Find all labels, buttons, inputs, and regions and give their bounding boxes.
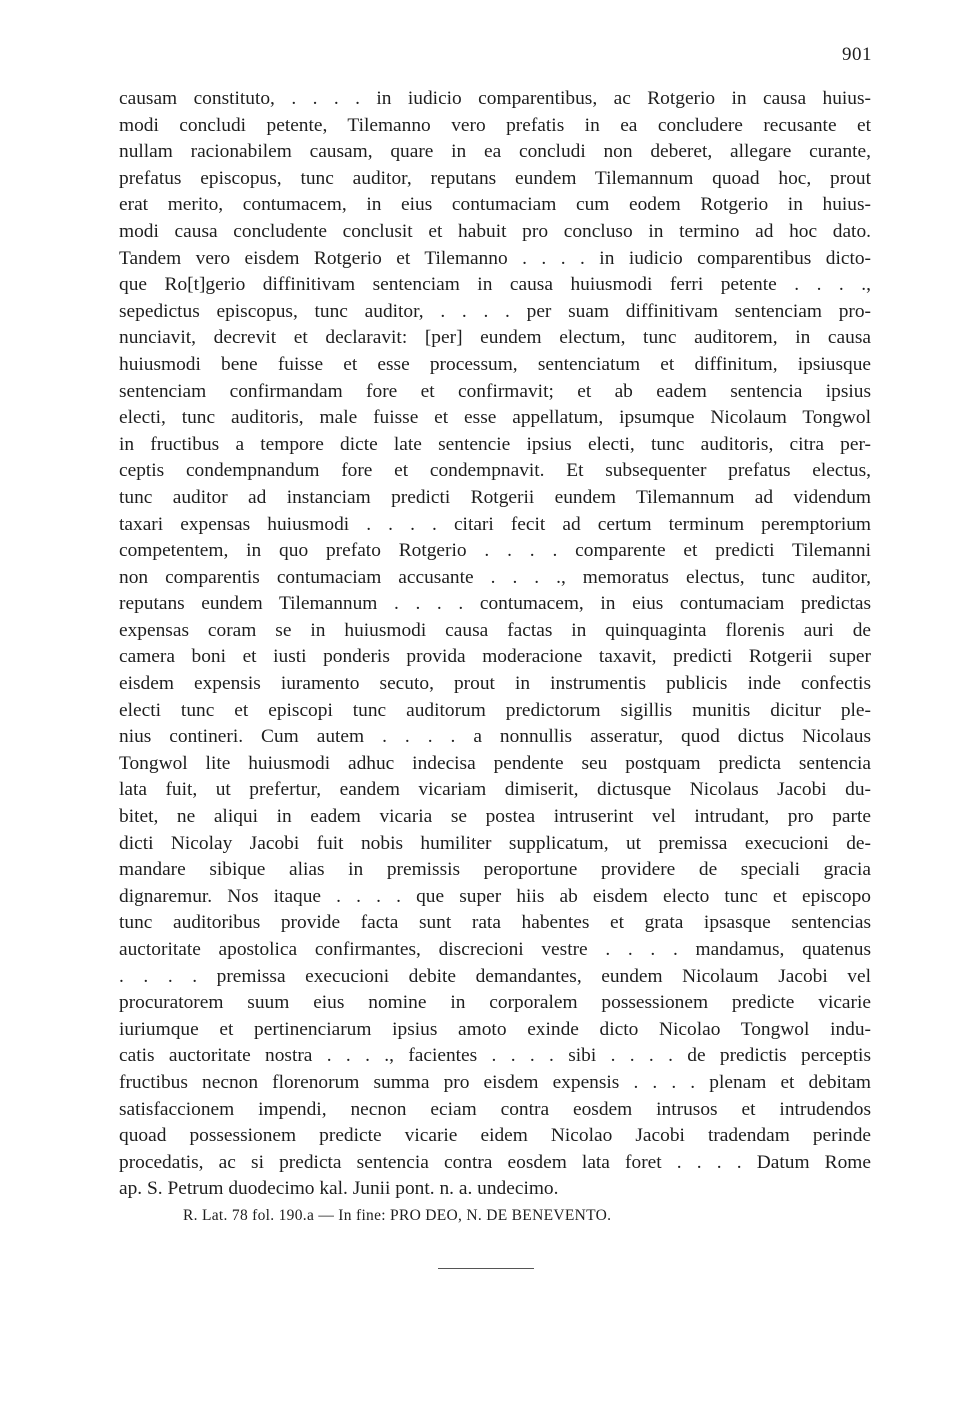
text-line: catis auctoritate nostra . . . ., facientes . . . . sibi . . . . de predictis perceptis — [119, 1045, 871, 1067]
text-line: non comparentis contumaciam accusante . . . ., memoratus electus, tunc auditor, — [119, 566, 871, 588]
text-line: ceptis condempnandum fore et condempnavit. Et subsequenter prefatus electus, — [119, 460, 871, 482]
text-line: modi concludi petente, Tilemanno vero prefatis in ea concludere recusante et — [119, 114, 871, 136]
text-line: sepedictus episcopus, tunc auditor, . . . . per suam diffinitivam sentenciam pro- — [119, 300, 871, 322]
text-line: tunc auditor ad instanciam predicti Rotgerii eundem Tilemannum ad videndum — [119, 486, 871, 508]
text-line: auctoritate apostolica confirmantes, discrecioni vestre . . . . mandamus, quatenus — [119, 939, 871, 960]
text-line: sentenciam confirmandam fore et confirmavit; et ab eadem sentencia ipsius — [119, 380, 871, 402]
text-line: eisdem expensis iuramento secuto, prout in instrumentis publicis inde confectis — [119, 673, 871, 695]
text-line: reputans eundem Tilemannum . . . . contumacem, in eius contumaciam predictas — [119, 593, 871, 615]
text-line: causam constituto, . . . . in iudicio comparentibus, ac Rotgerio in causa huius- — [119, 88, 871, 109]
text-line: quoad possessionem predicte vicarie eidem Nicolao Jacobi tradendam perinde — [119, 1125, 871, 1147]
text-line: Tongwol lite huiusmodi adhuc indecisa pendente seu postquam predicta sentencia — [119, 752, 871, 774]
text-line: satisfaccionem impendi, necnon eciam contra eosdem intrusos et intrudendos — [119, 1098, 871, 1120]
body-text — [119, 86, 871, 1203]
text-line: expensas coram se in huiusmodi causa factas in quinquaginta florenis auri de — [119, 619, 871, 641]
text-line: modi causa concludente conclusit et habuit pro concluso in termino ad hoc dato. — [119, 220, 871, 242]
section-divider — [438, 1268, 534, 1269]
text-line: lata fuit, ut prefertur, eandem vicariam dimiserit, dictusque Nicolaus Jacobi du- — [119, 779, 871, 801]
text-line: ap. S. Petrum duodecimo kal. Junii pont. n. a. undecimo. — [119, 1178, 559, 1200]
text-line: Tandem vero eisdem Rotgerio et Tilemanno . . . . in iudicio comparentibus dicto- — [119, 247, 871, 269]
text-line: camera boni et iusti ponderis provida moderacione taxavit, predicti Rotgerii super — [119, 646, 871, 668]
text-line: electi, tunc auditoris, male fuisse et esse appellatum, ipsumque Nicolaum Tongwol — [119, 407, 871, 429]
text-line: . . . . premissa execucioni debite demandantes, eundem Nicolaum Jacobi vel — [119, 965, 871, 987]
text-line: mandare sibique alias in premissis peroportune providere de speciali gracia — [119, 859, 871, 881]
text-line: in fructibus a tempore dicte late sentencie ipsius electi, tunc auditoris, citra per- — [119, 433, 871, 455]
text-line: competentem, in quo prefato Rotgerio . . . . comparente et predicti Tilemanni — [119, 540, 871, 562]
text-line: iuriumque et pertinenciarum ipsius amoto exinde dicto Nicolao Tongwol indu- — [119, 1018, 871, 1040]
text-line: fructibus necnon florenorum summa pro eisdem expensis . . . . plenam et debitam — [119, 1071, 871, 1093]
text-line: procuratorem suum eius nomine in corporalem possessionem predicte vicarie — [119, 992, 871, 1014]
text-line: dicti Nicolay Jacobi fuit nobis humiliter supplicatum, ut premissa execucioni de- — [119, 832, 871, 854]
text-line: nunciavit, decrevit et declaravit: [per] eundem electum, tunc auditorem, in causa — [119, 327, 871, 349]
text-line: bitet, ne aliqui in eadem vicaria se postea intruserint vel intrudant, pro parte — [119, 806, 871, 828]
text-line: erat merito, contumacem, in eius contumaciam cum eodem Rotgerio in huius- — [119, 194, 871, 216]
text-line: prefatus episcopus, tunc auditor, reputans eundem Tilemannum quoad hoc, prout — [119, 167, 871, 189]
text-line: taxari expensas huiusmodi . . . . citari fecit ad certum terminum peremptorium — [119, 513, 871, 535]
text-line: nius contineri. Cum autem . . . . a nonnullis asseratur, quod dictus Nicolaus — [119, 726, 871, 748]
source-footnote: R. Lat. 78 fol. 190.a — In fine: PRO DEO, N. DE BENEVENTO. — [183, 1207, 612, 1224]
text-line: electi tunc et episcopi tunc auditorum predictorum sigillis munitis dicitur ple- — [119, 699, 871, 721]
text-line: procedatis, ac si predicta sentencia contra eosdem lata foret . . . . Datum Rome — [119, 1151, 871, 1173]
text-line: tunc auditoribus provide facta sunt rata habentes et grata ipsasque sentencias — [119, 912, 871, 934]
text-line: dignaremur. Nos itaque . . . . que super hiis ab eisdem electo tunc et episcopo — [119, 885, 871, 907]
text-line: que Ro[t]gerio diffinitivam sentenciam in causa huiusmodi ferri petente . . . ., — [119, 274, 871, 296]
text-line: nullam racionabilem causam, quare in ea concludi non deberet, allegare curante, — [119, 141, 871, 163]
page-number: 901 — [842, 44, 872, 65]
text-line: huiusmodi bene fuisse et esse processum, sentenciatum et diffinitum, ipsiusque — [119, 353, 871, 375]
